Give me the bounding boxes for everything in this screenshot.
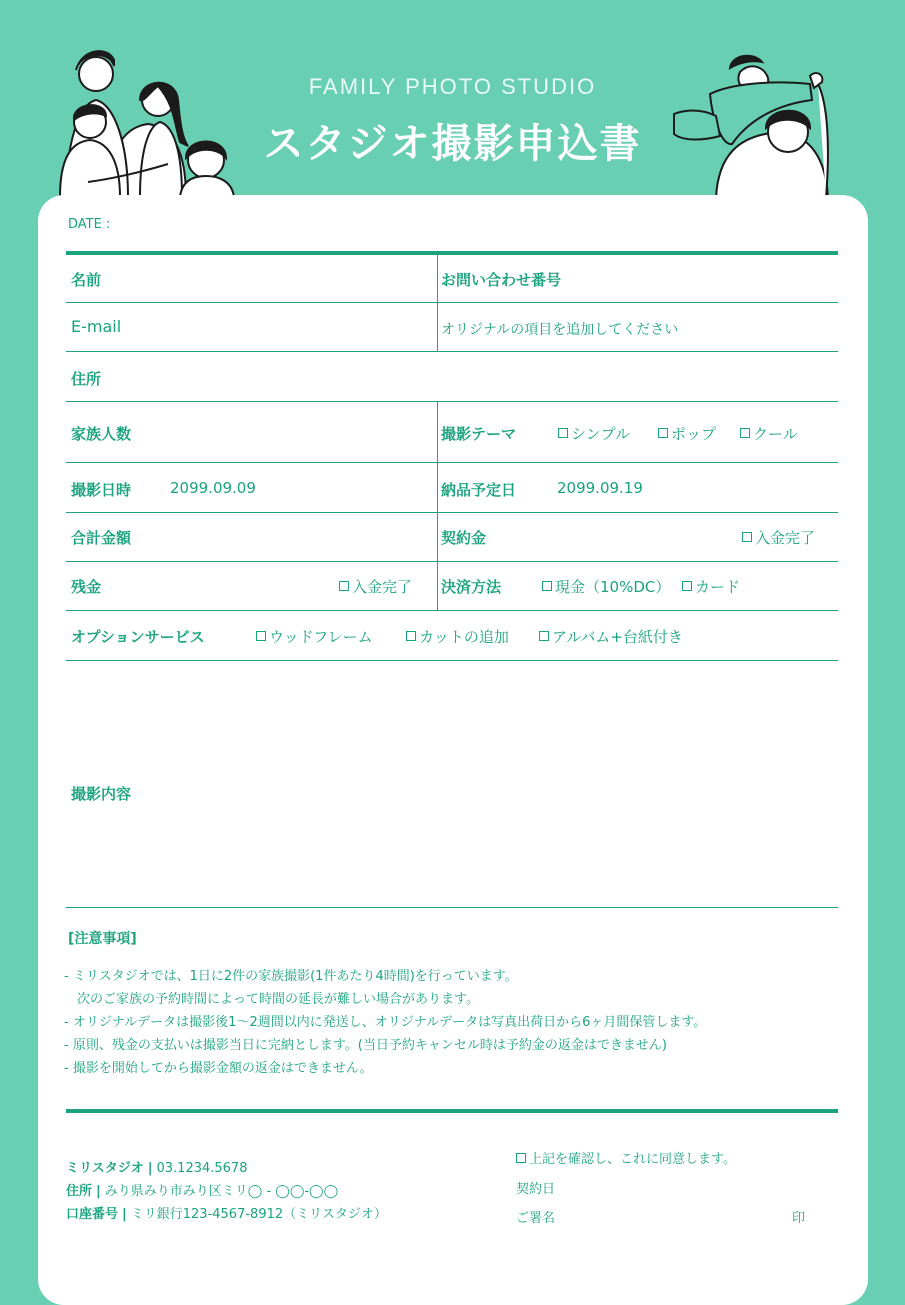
shoot-content-label: 撮影内容 — [71, 785, 132, 803]
studio-phone-row: ミリスタジオ | 03.1234.5678 — [66, 1161, 248, 1176]
agree-checkbox[interactable]: 上記を確認し、これに同意します。 — [516, 1148, 736, 1167]
address-label: 住所 — [71, 370, 102, 388]
checkbox-icon — [406, 631, 416, 641]
checkbox-icon — [339, 581, 349, 591]
checkbox-icon — [516, 1153, 526, 1163]
balance-label: 残金 — [71, 578, 102, 596]
studio-name: FAMILY PHOTO STUDIO — [308, 74, 597, 99]
checkbox-icon — [658, 428, 668, 438]
theme-option-simple[interactable]: シンプル — [558, 423, 630, 444]
note-line: - 撮影を開始してから撮影金額の返金はできません。 — [64, 1061, 373, 1076]
checkbox-icon — [558, 428, 568, 438]
deposit-label: 契約金 — [441, 529, 487, 547]
bank-account-row: 口座番号 | ミリ銀行123-4567-8912（ミリスタジオ） — [66, 1207, 387, 1222]
row-divider — [66, 907, 838, 908]
seal-label: 印 — [792, 1211, 806, 1226]
note-line: - 原則、残金の支払いは撮影当日に完納とします。(当日予約キャンセル時は予約金の返金はできません) — [64, 1038, 667, 1053]
note-line: 次のご家族の予約時間によって時間の延長が難しい場合があります。 — [64, 992, 479, 1007]
header — [0, 0, 905, 200]
signature-label: ご署名 — [516, 1211, 556, 1226]
shoot-date-value: 2099.09.09 — [170, 479, 256, 497]
row-divider — [66, 561, 838, 562]
email-label: E-mail — [71, 317, 122, 336]
row-divider — [66, 462, 838, 463]
row-divider — [66, 351, 838, 352]
notes-title: [注意事項] — [68, 931, 137, 947]
option-extra-cut[interactable]: カットの追加 — [406, 626, 509, 647]
family-count-label: 家族人数 — [71, 425, 132, 443]
deposit-paid-checkbox[interactable]: 入金完了 — [742, 527, 815, 548]
payment-option-card[interactable]: カード — [682, 576, 740, 597]
row-divider — [66, 512, 838, 513]
checkbox-icon — [256, 631, 266, 641]
inquiry-number-label: お問い合わせ番号 — [441, 271, 562, 289]
row-divider — [66, 302, 838, 303]
row-divider — [66, 401, 838, 402]
option-service-label: オプションサービス — [71, 628, 205, 646]
row-divider — [66, 610, 838, 611]
footer-divider — [66, 1109, 838, 1113]
checkbox-icon — [740, 428, 750, 438]
notes-list — [64, 965, 706, 1080]
total-amount-label: 合計金額 — [71, 529, 132, 547]
payment-option-cash[interactable]: 現金（10%DC） — [542, 576, 670, 597]
delivery-date-value: 2099.09.19 — [557, 479, 643, 497]
row-divider — [66, 660, 838, 661]
theme-option-cool[interactable]: クール — [740, 423, 798, 444]
contract-date-label: 契約日 — [516, 1182, 556, 1197]
studio-address-row: 住所 | みり県みり市みり区ミリ◯ - ◯◯-◯◯ — [66, 1184, 339, 1199]
custom-item-label: オリジナルの項目を追加してください — [441, 322, 679, 338]
column-divider — [437, 253, 438, 352]
studio-info — [66, 1157, 387, 1226]
checkbox-icon — [742, 532, 752, 542]
note-line: - オリジナルデータは撮影後1〜2週間以内に発送し、オリジナルデータは写真出荷日から6ヶ月間保管します。 — [64, 1015, 707, 1030]
checkbox-icon — [682, 581, 692, 591]
option-wood-frame[interactable]: ウッドフレーム — [256, 626, 373, 647]
form-title: スタジオ撮影申込書 — [263, 121, 642, 167]
payment-method-label: 決済方法 — [441, 578, 502, 596]
theme-option-pop[interactable]: ポップ — [658, 423, 716, 444]
shoot-date-label: 撮影日時 — [71, 481, 132, 499]
note-line: - ミリスタジオでは、1日に2件の家族撮影(1件あたり4時間)を行っています。 — [64, 969, 518, 984]
column-divider — [437, 401, 438, 610]
top-divider — [66, 251, 838, 255]
option-album[interactable]: アルバム+台紙付き — [539, 626, 683, 647]
delivery-date-label: 納品予定日 — [441, 481, 517, 499]
balance-paid-checkbox[interactable]: 入金完了 — [339, 576, 412, 597]
checkbox-icon — [539, 631, 549, 641]
checkbox-icon — [542, 581, 552, 591]
name-label: 名前 — [71, 271, 102, 289]
date-label: DATE : — [68, 217, 111, 232]
application-form — [38, 195, 868, 1305]
theme-label: 撮影テーマ — [441, 425, 517, 443]
